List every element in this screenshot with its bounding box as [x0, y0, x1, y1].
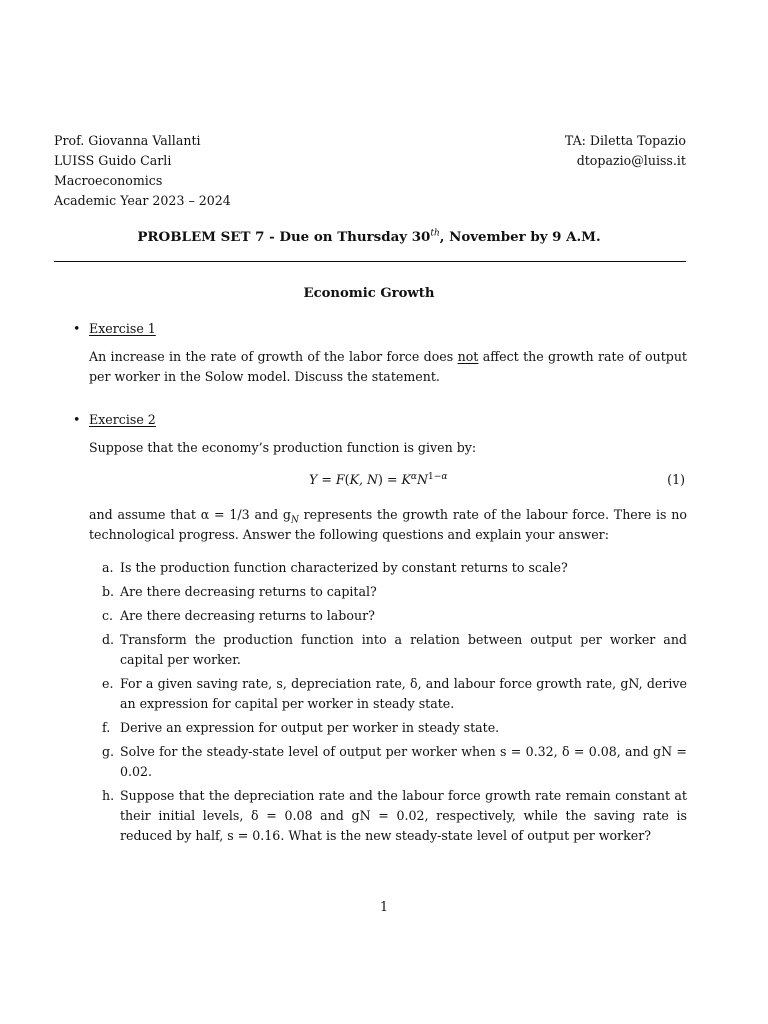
question-label: a. [102, 560, 114, 575]
professor-name: Prof. Giovanna Vallanti [54, 133, 201, 148]
academic-year: Academic Year 2023 – 2024 [54, 193, 231, 208]
exercise-1-text-part-a: An increase in the rate of growth of the labor force does [89, 349, 458, 364]
assumption-subscript: N [290, 515, 299, 526]
question-text: Transform the production function into a relation between output per worker and capital per worker. [120, 632, 687, 667]
question-item [89, 630, 687, 670]
question-item [89, 674, 687, 714]
question-text: For a given saving rate, s, depreciation rate, δ, and labour force growth rate, gN, derive an expression for capital per worker in steady state. [120, 676, 687, 711]
title-prefix: PROBLEM SET 7 - Due on Thursday 30 [137, 229, 431, 245]
exercise-1-emphasis: not [457, 349, 479, 364]
bullet-icon: • [73, 412, 81, 427]
exercise-2-intro: Suppose that the economy’s production function is given by: [89, 440, 477, 455]
section-heading: Economic Growth [303, 286, 435, 301]
question-item [89, 786, 687, 846]
question-item [89, 582, 687, 602]
question-text: Solve for the steady-state level of output per worker when s = 0.32, δ = 0.08, and gN = 0.02. [120, 744, 687, 779]
exercise-1-heading: Exercise 1 [89, 321, 156, 336]
equation-body: Y = F(K, $N) = K^\alpha N^{1-\alpha}$ [309, 471, 448, 487]
question-label: g. [102, 744, 115, 759]
exercise-1-text [89, 347, 687, 387]
question-item [89, 558, 687, 578]
question-item [89, 606, 687, 626]
question-text: Are there decreasing returns to labour? [120, 608, 375, 623]
university-name: LUISS Guido Carli [54, 153, 172, 168]
question-item [89, 718, 687, 738]
assumption-text: and assume that α = 1/3 and g [89, 507, 291, 522]
title-superscript: th [430, 228, 440, 239]
question-text: Are there decreasing returns to capital? [120, 584, 377, 599]
question-label: f. [102, 720, 111, 735]
exercise-2-heading: Exercise 2 [89, 412, 156, 427]
bullet-icon: • [73, 321, 81, 336]
course-name: Macroeconomics [54, 173, 163, 188]
ta-name: TA: Diletta Topazio [564, 133, 686, 148]
question-text: Suppose that the depreciation rate and the labour force growth rate remain constant at their initial levels, δ = 0.08 and gN = 0.02, respectively, while the saving rate is reduced by half, s = 0.16. What is the new steady-state level of output per worker? [120, 788, 687, 843]
problem-set-title [0, 228, 738, 247]
exercise-1-text-part-b: affect the growth rate of output per worker in the Solow model. Discuss the statement. [89, 349, 687, 384]
assumption-text-rest: represents the growth rate of the labour force. There is no technological progress. Answer the following questions and explain your answer: [89, 507, 687, 542]
exercise-2-assumptions [89, 505, 687, 545]
equation-number: (1) [667, 472, 685, 487]
question-label: e. [102, 676, 114, 691]
production-function-equation [0, 470, 768, 490]
question-item [89, 742, 687, 782]
title-suffix: , November by 9 A.M. [439, 229, 601, 245]
title-divider [54, 261, 686, 262]
question-text: Derive an expression for output per worker in steady state. [120, 720, 500, 735]
question-label: c. [102, 608, 114, 623]
ta-email: dtopazio@luiss.it [576, 153, 686, 168]
question-text: Is the production function characterized by constant returns to scale? [120, 560, 568, 575]
question-label: d. [102, 632, 115, 647]
question-label: h. [102, 788, 115, 803]
page-number: 1 [379, 899, 388, 914]
question-list [89, 558, 687, 850]
question-label: b. [102, 584, 115, 599]
